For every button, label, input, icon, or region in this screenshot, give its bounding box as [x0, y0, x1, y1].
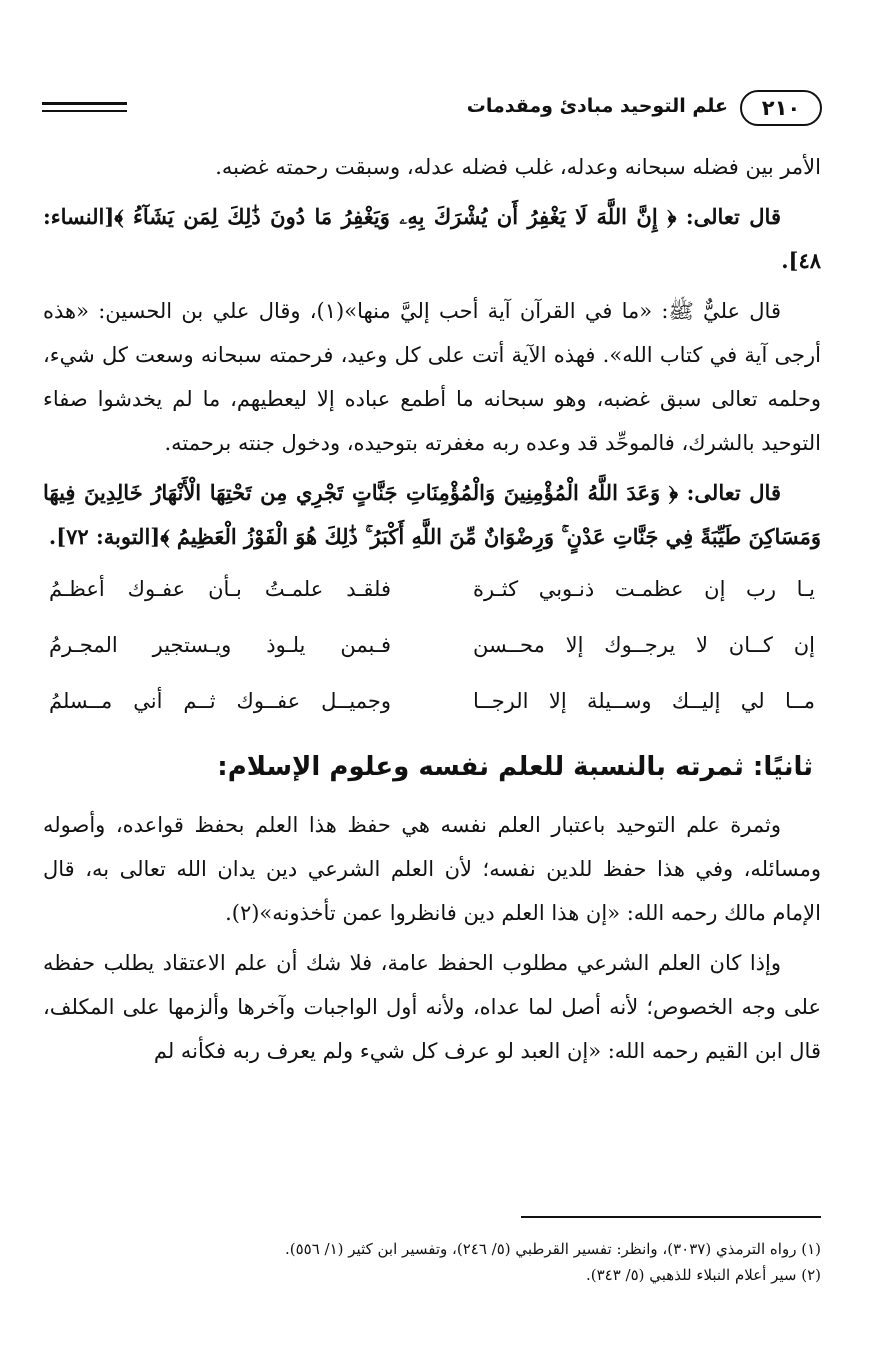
poem-hemistich: إن كــان لا يرجــوك إلا محــسن	[473, 633, 815, 657]
poem-hemistich: فلقـد علمـتُ بـأن عفـوك أعظـمُ	[49, 577, 391, 601]
poem-hemistich: فـبمن يلـوذ ويـستجير المجـرمُ	[49, 633, 391, 657]
paragraph: وثمرة علم التوحيد باعتبار العلم نفسه هي حفظ هذا العلم بحفظ قواعده، وأصوله ومسائله، وفي هذا حفظ للدين نفسه؛ لأن العلم الشرعي دين يدان الله تعالى به، قال الإمام مالك رحمه الله: «إن هذا العلم دين فانظروا عمن تأخذونه»(٢).	[43, 813, 821, 925]
poem-hemistich: مــا لي إليــك وســيلة إلا الرجــا	[473, 689, 815, 713]
section-heading: ثانيًا: ثمرته بالنسبة للعلم نفسه وعلوم الإسلام:	[217, 752, 813, 782]
running-title: علم التوحيد مبادئ ومقدمات	[466, 95, 728, 117]
poem-hemistich: يـا رب إن عظمـت ذنـوبي كثـرة	[473, 577, 815, 601]
body-text	[43, 145, 821, 1073]
page-header	[42, 88, 822, 128]
paragraph: قال عليٌّ ﷺ: «ما في القرآن آية أحب إليَّ منها»(١)، وقال علي بن الحسين: «هذه أرجى آية في كتاب الله». فهذه الآية أتت على كل وعيد، فرحمته سبحانه وسعت كل شيء، وحلمه تعالى سبق غضبه، وهو سبحانه ما أطمع عباده إلا ليعطيهم، ما لم يخدشوا صفاء التوحيد بالشرك، فالموحِّد قد وعده ربه مغفرته بتوحيده، ودخول جنته برحمته.	[43, 299, 821, 455]
footnote: (١) رواه الترمذي (٣٠٣٧)، وانظر: تفسير القرطبي (٥/ ٢٤٦)، وتفسير ابن كثير (١/ ٥٥٦).	[284, 1240, 821, 1258]
poem-verses	[43, 561, 821, 729]
header-rule	[42, 110, 127, 112]
page-number-badge: ٢١٠	[740, 90, 822, 126]
footnotes	[43, 1236, 821, 1288]
paragraph: الأمر بين فضله سبحانه وعدله، غلب فضله عدله، وسبقت رحمته غضبه.	[215, 155, 821, 179]
paragraph: وإذا كان العلم الشرعي مطلوب الحفظ عامة، فلا شك أن علم الاعتقاد يطلب حفظه على وجه الخصوص؛ لأنه أصل لما عداه، ولأنه أول الواجبات وآخرها وألزمها على المكلف، قال ابن القيم رحمه الله: «إن العبد لو عرف كل شيء ولم يعرف ربه فكأنه لم	[43, 951, 821, 1063]
quran-verse-paragraph: قال تعالى: ﴿ إِنَّ اللَّهَ لَا يَغْفِرُ أَن يُشْرَكَ بِهِۦ وَيَغْفِرُ مَا دُونَ ذَٰلِكَ لِمَن يَشَآءُ ﴾[النساء: ٤٨].	[43, 204, 821, 273]
quran-verse-paragraph: قال تعالى: ﴿ وَعَدَ اللَّهُ الْمُؤْمِنِينَ وَالْمُؤْمِنَاتِ جَنَّاتٍ تَجْرِي مِن تَحْتِهَا الْأَنْهَارُ خَالِدِينَ فِيهَا وَمَسَاكِنَ طَيِّبَةً فِي جَنَّاتِ عَدْنٍ ۚ وَرِضْوَانٌ مِّنَ اللَّهِ أَكْبَرُ ۚ ذَٰلِكَ هُوَ الْفَوْزُ الْعَظِيمُ ﴾[التوبة: ٧٢].	[43, 480, 821, 549]
poem-hemistich: وجميــل عفــوك ثــم أني مــسلمُ	[49, 689, 391, 713]
footnote: (٢) سير أعلام النبلاء للذهبي (٥/ ٣٤٣).	[585, 1266, 821, 1284]
footnote-separator	[521, 1216, 821, 1218]
header-rule	[42, 102, 127, 105]
